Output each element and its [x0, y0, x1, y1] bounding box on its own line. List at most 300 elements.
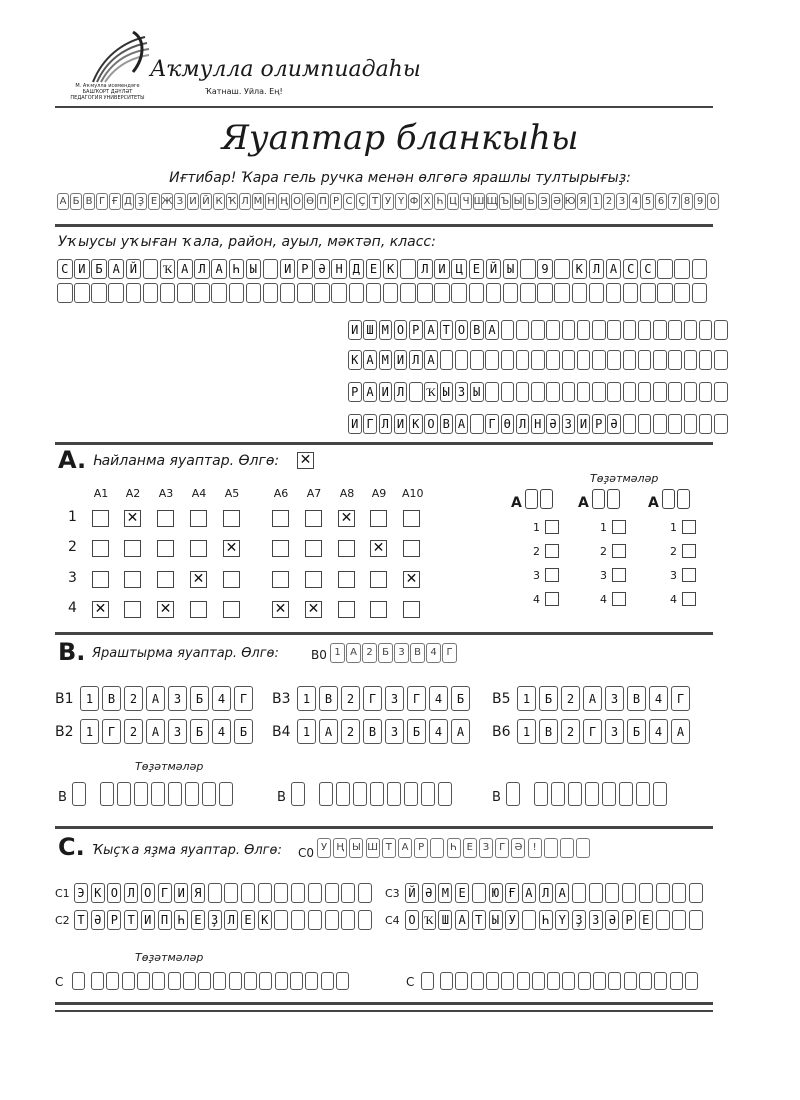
field-char-cell[interactable]	[638, 382, 652, 402]
section-a-answer-checkbox[interactable]	[305, 540, 322, 557]
section-a-correction-checkbox[interactable]	[682, 544, 696, 558]
school-char-cell[interactable]: Р	[297, 259, 313, 279]
section-b-correction-cell[interactable]	[185, 782, 199, 806]
school-char-cell[interactable]: Л	[417, 259, 433, 279]
section-c-answer-cell[interactable]	[241, 883, 255, 903]
section-b-answer-cell[interactable]: 2	[124, 686, 143, 711]
alphabet-sample-cell[interactable]: Ь	[525, 193, 537, 210]
section-b-answer-cell[interactable]: Б	[190, 686, 209, 711]
field-char-cell[interactable]: Р	[409, 320, 423, 340]
field-char-cell[interactable]: А	[363, 350, 377, 370]
section-c-answer-cell[interactable]	[341, 910, 355, 930]
section-c-answer-cell[interactable]: Т	[472, 910, 486, 930]
field-char-cell[interactable]: Р	[592, 414, 606, 434]
school-char-cell[interactable]	[160, 283, 176, 303]
section-b-answer-cell[interactable]: 4	[212, 719, 231, 744]
section-c-answer-cell[interactable]: Е	[191, 910, 205, 930]
section-a-correction-checkbox[interactable]	[545, 520, 559, 534]
section-a-answer-checkbox[interactable]	[305, 510, 322, 527]
alphabet-sample-cell[interactable]: А	[57, 193, 69, 210]
section-c-sample-cell[interactable]: !	[528, 838, 542, 858]
section-b-correction-cell[interactable]	[551, 782, 565, 806]
section-c-answer-cell[interactable]: Л	[224, 910, 238, 930]
field-char-cell[interactable]	[531, 350, 545, 370]
alphabet-sample-cell[interactable]: К	[213, 193, 225, 210]
school-char-cell[interactable]	[246, 283, 262, 303]
field-char-cell[interactable]	[699, 320, 713, 340]
section-c-correction-cell[interactable]	[593, 972, 606, 990]
school-char-cell[interactable]: К	[383, 259, 399, 279]
section-c-correction-cell[interactable]	[72, 972, 85, 990]
school-char-cell[interactable]: Е	[469, 259, 485, 279]
alphabet-sample-cell[interactable]: Й	[200, 193, 212, 210]
section-b-correction-cell[interactable]	[619, 782, 633, 806]
section-c-answer-cell[interactable]: Ә	[605, 910, 619, 930]
section-c-answer-cell[interactable]	[291, 910, 305, 930]
section-c-sample-cell[interactable]	[576, 838, 590, 858]
school-char-cell[interactable]: С	[640, 259, 656, 279]
section-c-answer-cell[interactable]: К	[91, 883, 105, 903]
section-b-answer-cell[interactable]: 4	[649, 686, 668, 711]
field-char-cell[interactable]	[592, 382, 606, 402]
section-c-answer-cell[interactable]: Р	[107, 910, 121, 930]
school-char-cell[interactable]	[692, 259, 708, 279]
school-char-cell[interactable]: Н	[331, 259, 347, 279]
section-a-answer-checkbox[interactable]	[305, 571, 322, 588]
field-char-cell[interactable]	[516, 382, 530, 402]
alphabet-sample-cell[interactable]: Ц	[447, 193, 459, 210]
school-char-cell[interactable]	[520, 283, 536, 303]
section-c-answer-cell[interactable]: У	[505, 910, 519, 930]
section-a-answer-checkbox[interactable]	[157, 571, 174, 588]
school-char-cell[interactable]: А	[606, 259, 622, 279]
field-char-cell[interactable]	[653, 350, 667, 370]
section-a-answer-checkbox[interactable]	[124, 540, 141, 557]
section-b-correction-cell[interactable]	[421, 782, 435, 806]
section-a-answer-checkbox[interactable]	[338, 571, 355, 588]
school-char-cell[interactable]	[91, 283, 107, 303]
school-char-cell[interactable]: А	[177, 259, 193, 279]
section-c-correction-cell[interactable]	[106, 972, 119, 990]
field-char-cell[interactable]: Р	[348, 382, 362, 402]
section-c-correction-cell[interactable]	[639, 972, 652, 990]
section-c-answer-cell[interactable]: М	[438, 883, 452, 903]
school-char-cell[interactable]: Б	[91, 259, 107, 279]
field-char-cell[interactable]	[684, 382, 698, 402]
section-b-sample-cell[interactable]: 3	[394, 643, 409, 663]
section-c-sample-cell[interactable]: А	[398, 838, 412, 858]
section-a-answer-checkbox[interactable]	[272, 540, 289, 557]
section-b-answer-cell[interactable]: 4	[429, 719, 448, 744]
school-char-cell[interactable]	[417, 283, 433, 303]
field-char-cell[interactable]	[638, 350, 652, 370]
alphabet-sample-cell[interactable]: Ө	[304, 193, 316, 210]
section-c-sample-cell[interactable]: Е	[463, 838, 477, 858]
school-char-cell[interactable]: Ә	[314, 259, 330, 279]
section-b-answer-cell[interactable]: Г	[363, 686, 382, 711]
section-b-answer-cell[interactable]: 4	[429, 686, 448, 711]
section-c-answer-cell[interactable]	[672, 910, 686, 930]
alphabet-sample-cell[interactable]: Р	[330, 193, 342, 210]
section-b-answer-cell[interactable]: 1	[517, 686, 536, 711]
alphabet-sample-cell[interactable]: Ъ	[499, 193, 511, 210]
field-char-cell[interactable]	[623, 350, 637, 370]
field-char-cell[interactable]	[546, 350, 560, 370]
alphabet-sample-cell[interactable]: Е	[148, 193, 160, 210]
section-b-answer-cell[interactable]: 2	[124, 719, 143, 744]
section-c-answer-cell[interactable]	[325, 883, 339, 903]
field-char-cell[interactable]: О	[424, 414, 438, 434]
section-a-answer-checkbox[interactable]	[157, 510, 174, 527]
section-a-answer-checkbox[interactable]	[92, 571, 109, 588]
section-c-answer-cell[interactable]: Ә	[91, 910, 105, 930]
field-char-cell[interactable]: И	[577, 414, 591, 434]
section-a-answer-checkbox[interactable]	[272, 510, 289, 527]
field-char-cell[interactable]	[562, 320, 576, 340]
section-c-sample-cell[interactable]: Т	[382, 838, 396, 858]
section-a-answer-checkbox[interactable]	[157, 540, 174, 557]
section-c-correction-cell[interactable]	[532, 972, 545, 990]
section-b-answer-cell[interactable]: Б	[234, 719, 253, 744]
school-char-cell[interactable]	[554, 259, 570, 279]
section-a-answer-checkbox[interactable]	[190, 510, 207, 527]
alphabet-sample-cell[interactable]: Ү	[395, 193, 407, 210]
section-b-answer-cell[interactable]: Г	[234, 686, 253, 711]
section-b-correction-cell[interactable]	[387, 782, 401, 806]
field-char-cell[interactable]	[714, 414, 728, 434]
school-char-cell[interactable]: И	[74, 259, 90, 279]
school-char-cell[interactable]: С	[623, 259, 639, 279]
section-c-sample-cell[interactable]	[430, 838, 444, 858]
section-c-sample-cell[interactable]	[560, 838, 574, 858]
field-char-cell[interactable]: И	[348, 414, 362, 434]
section-b-correction-cell[interactable]	[134, 782, 148, 806]
section-b-sample-cell[interactable]: 2	[362, 643, 377, 663]
alphabet-sample-cell[interactable]: Ҡ	[226, 193, 238, 210]
field-char-cell[interactable]: Ө	[501, 414, 515, 434]
field-char-cell[interactable]: И	[394, 350, 408, 370]
section-c-correction-cell[interactable]	[336, 972, 349, 990]
section-b-correction-cell[interactable]	[319, 782, 333, 806]
section-b-sample-cell[interactable]: Б	[378, 643, 393, 663]
alphabet-sample-cell[interactable]: Ф	[408, 193, 420, 210]
field-char-cell[interactable]: Ә	[546, 414, 560, 434]
field-char-cell[interactable]: Л	[409, 350, 423, 370]
school-char-cell[interactable]	[572, 283, 588, 303]
section-c-answer-cell[interactable]	[308, 883, 322, 903]
section-b-answer-cell[interactable]: 3	[385, 686, 404, 711]
section-c-correction-cell[interactable]	[440, 972, 453, 990]
section-a-answer-checkbox[interactable]	[223, 571, 240, 588]
alphabet-sample-cell[interactable]: Л	[239, 193, 251, 210]
field-char-cell[interactable]: Г	[363, 414, 377, 434]
field-char-cell[interactable]: Н	[531, 414, 545, 434]
field-char-cell[interactable]	[501, 382, 515, 402]
section-b-answer-cell[interactable]: А	[319, 719, 338, 744]
school-char-cell[interactable]: Һ	[229, 259, 245, 279]
alphabet-sample-cell[interactable]: О	[291, 193, 303, 210]
field-char-cell[interactable]: И	[379, 382, 393, 402]
section-b-answer-cell[interactable]: 3	[605, 686, 624, 711]
section-c-answer-cell[interactable]: Т	[74, 910, 88, 930]
school-char-cell[interactable]	[177, 283, 193, 303]
field-char-cell[interactable]: К	[348, 350, 362, 370]
section-a-answer-checkbox[interactable]	[403, 510, 420, 527]
section-b-correction-cell[interactable]	[602, 782, 616, 806]
section-b-answer-cell[interactable]: 4	[649, 719, 668, 744]
school-char-cell[interactable]	[74, 283, 90, 303]
section-b-answer-cell[interactable]: 1	[80, 719, 99, 744]
section-c-answer-cell[interactable]: Ҙ	[208, 910, 222, 930]
section-c-answer-cell[interactable]	[689, 883, 703, 903]
section-b-correction-cell[interactable]	[353, 782, 367, 806]
section-a-answer-checkbox[interactable]: ✕	[272, 601, 289, 618]
alphabet-sample-cell[interactable]: Н	[265, 193, 277, 210]
section-c-answer-cell[interactable]	[472, 883, 486, 903]
section-b-answer-cell[interactable]: Г	[583, 719, 602, 744]
alphabet-sample-cell[interactable]: Г	[96, 193, 108, 210]
section-b-correction-cell[interactable]	[168, 782, 182, 806]
section-c-correction-cell[interactable]	[122, 972, 135, 990]
school-char-cell[interactable]	[297, 283, 313, 303]
section-c-answer-cell[interactable]	[639, 883, 653, 903]
section-b-answer-cell[interactable]: 1	[80, 686, 99, 711]
alphabet-sample-cell[interactable]: Ң	[278, 193, 290, 210]
section-b-answer-cell[interactable]: Г	[407, 686, 426, 711]
school-char-cell[interactable]: И	[280, 259, 296, 279]
section-c-answer-cell[interactable]	[358, 910, 372, 930]
alphabet-sample-cell[interactable]: 1	[590, 193, 602, 210]
section-b-answer-cell[interactable]: В	[627, 686, 646, 711]
section-c-sample-cell[interactable]: Г	[495, 838, 509, 858]
school-char-cell[interactable]: К	[572, 259, 588, 279]
section-c-answer-cell[interactable]: Л	[124, 883, 138, 903]
section-b-answer-cell[interactable]: Б	[539, 686, 558, 711]
field-char-cell[interactable]	[546, 320, 560, 340]
section-c-answer-cell[interactable]	[224, 883, 238, 903]
section-c-correction-cell[interactable]	[259, 972, 272, 990]
alphabet-sample-cell[interactable]: П	[317, 193, 329, 210]
school-char-cell[interactable]	[108, 283, 124, 303]
section-a-correction-checkbox[interactable]	[612, 544, 626, 558]
section-b-correction-cell[interactable]	[219, 782, 233, 806]
section-b-answer-cell[interactable]: А	[146, 719, 165, 744]
section-c-answer-cell[interactable]	[589, 883, 603, 903]
section-c-answer-cell[interactable]: Ә	[422, 883, 436, 903]
section-a-answer-checkbox[interactable]	[124, 571, 141, 588]
section-b-answer-cell[interactable]: 3	[168, 686, 187, 711]
field-char-cell[interactable]: В	[440, 414, 454, 434]
alphabet-sample-cell[interactable]: Ч	[460, 193, 472, 210]
section-b-answer-cell[interactable]: А	[671, 719, 690, 744]
field-char-cell[interactable]	[653, 382, 667, 402]
section-a-correction-checkbox[interactable]	[682, 520, 696, 534]
field-char-cell[interactable]	[653, 414, 667, 434]
school-char-cell[interactable]	[331, 283, 347, 303]
field-char-cell[interactable]	[607, 382, 621, 402]
section-b-answer-cell[interactable]: Г	[671, 686, 690, 711]
school-char-cell[interactable]	[537, 283, 553, 303]
field-char-cell[interactable]: А	[455, 414, 469, 434]
section-c-correction-cell[interactable]	[198, 972, 211, 990]
section-c-answer-cell[interactable]: О	[405, 910, 419, 930]
school-char-cell[interactable]: Д	[349, 259, 365, 279]
section-b-correction-cell[interactable]	[370, 782, 384, 806]
field-char-cell[interactable]	[668, 350, 682, 370]
section-c-correction-cell[interactable]	[290, 972, 303, 990]
school-char-cell[interactable]	[674, 283, 690, 303]
school-char-cell[interactable]: Ц	[451, 259, 467, 279]
school-char-cell[interactable]	[623, 283, 639, 303]
section-b-answer-cell[interactable]: 3	[168, 719, 187, 744]
section-b-correction-cell[interactable]	[72, 782, 86, 806]
section-c-answer-cell[interactable]: Е	[639, 910, 653, 930]
field-char-cell[interactable]	[546, 382, 560, 402]
section-a-correction-checkbox[interactable]	[682, 592, 696, 606]
section-c-answer-cell[interactable]: Р	[622, 910, 636, 930]
section-c-sample-cell[interactable]: Һ	[447, 838, 461, 858]
field-char-cell[interactable]	[668, 320, 682, 340]
section-c-answer-cell[interactable]: О	[141, 883, 155, 903]
field-char-cell[interactable]: З	[562, 414, 576, 434]
section-b-answer-cell[interactable]: А	[146, 686, 165, 711]
section-c-correction-cell[interactable]	[168, 972, 181, 990]
section-c-answer-cell[interactable]: О	[107, 883, 121, 903]
section-c-sample-cell[interactable]: Ң	[333, 838, 347, 858]
field-char-cell[interactable]: О	[394, 320, 408, 340]
section-b-sample-cell[interactable]: В	[410, 643, 425, 663]
section-c-answer-cell[interactable]: Һ	[539, 910, 553, 930]
section-b-answer-cell[interactable]: А	[451, 719, 470, 744]
alphabet-sample-cell[interactable]: Ҫ	[356, 193, 368, 210]
field-char-cell[interactable]: И	[394, 414, 408, 434]
section-b-answer-cell[interactable]: А	[583, 686, 602, 711]
section-b-correction-cell[interactable]	[202, 782, 216, 806]
alphabet-sample-cell[interactable]: В	[83, 193, 95, 210]
section-c-correction-cell[interactable]	[244, 972, 257, 990]
alphabet-sample-cell[interactable]: М	[252, 193, 264, 210]
section-c-answer-cell[interactable]	[274, 910, 288, 930]
alphabet-sample-cell[interactable]: 4	[629, 193, 641, 210]
section-a-correction-digit-cell[interactable]	[662, 489, 675, 509]
field-char-cell[interactable]: О	[455, 320, 469, 340]
section-b-answer-cell[interactable]: 2	[341, 686, 360, 711]
section-b-answer-cell[interactable]: Б	[190, 719, 209, 744]
section-c-sample-cell[interactable]: Р	[414, 838, 428, 858]
school-char-cell[interactable]: С	[57, 259, 73, 279]
section-c-correction-cell[interactable]	[152, 972, 165, 990]
field-char-cell[interactable]: М	[379, 320, 393, 340]
section-c-answer-cell[interactable]	[605, 883, 619, 903]
school-char-cell[interactable]	[606, 283, 622, 303]
field-char-cell[interactable]: Т	[440, 320, 454, 340]
field-char-cell[interactable]	[577, 320, 591, 340]
section-b-answer-cell[interactable]: 3	[385, 719, 404, 744]
section-a-correction-digit-cell[interactable]	[677, 489, 690, 509]
school-char-cell[interactable]: Й	[486, 259, 502, 279]
section-b-answer-cell[interactable]: 1	[297, 719, 316, 744]
section-a-answer-checkbox[interactable]	[370, 510, 387, 527]
field-char-cell[interactable]: Ә	[607, 414, 621, 434]
section-c-answer-cell[interactable]: П	[158, 910, 172, 930]
section-c-answer-cell[interactable]	[258, 883, 272, 903]
field-char-cell[interactable]	[668, 382, 682, 402]
section-a-correction-digit-cell[interactable]	[592, 489, 605, 509]
section-c-correction-cell[interactable]	[578, 972, 591, 990]
section-c-sample-cell[interactable]: У	[317, 838, 331, 858]
section-a-answer-checkbox[interactable]: ✕	[223, 540, 240, 557]
field-char-cell[interactable]	[699, 382, 713, 402]
section-a-answer-checkbox[interactable]	[124, 601, 141, 618]
school-char-cell[interactable]	[589, 283, 605, 303]
section-a-correction-digit-cell[interactable]	[607, 489, 620, 509]
section-c-sample-cell[interactable]: Ә	[511, 838, 525, 858]
section-a-correction-checkbox[interactable]	[545, 544, 559, 558]
school-char-cell[interactable]	[520, 259, 536, 279]
school-char-cell[interactable]	[263, 283, 279, 303]
school-char-cell[interactable]	[349, 283, 365, 303]
section-c-answer-cell[interactable]: Ы	[489, 910, 503, 930]
section-c-answer-cell[interactable]: З	[589, 910, 603, 930]
section-c-answer-cell[interactable]: А	[555, 883, 569, 903]
section-c-correction-cell[interactable]	[91, 972, 104, 990]
alphabet-sample-cell[interactable]: 6	[655, 193, 667, 210]
section-a-correction-checkbox[interactable]	[612, 592, 626, 606]
field-char-cell[interactable]: М	[379, 350, 393, 370]
section-c-answer-cell[interactable]	[291, 883, 305, 903]
school-char-cell[interactable]	[469, 283, 485, 303]
section-a-correction-checkbox[interactable]	[545, 568, 559, 582]
field-char-cell[interactable]	[638, 414, 652, 434]
school-char-cell[interactable]	[554, 283, 570, 303]
section-c-answer-cell[interactable]	[689, 910, 703, 930]
school-char-cell[interactable]: Е	[366, 259, 382, 279]
alphabet-sample-cell[interactable]: Щ	[486, 193, 498, 210]
alphabet-sample-cell[interactable]: Б	[70, 193, 82, 210]
alphabet-sample-cell[interactable]: 9	[694, 193, 706, 210]
alphabet-sample-cell[interactable]: Ю	[564, 193, 576, 210]
section-a-correction-checkbox[interactable]	[612, 568, 626, 582]
alphabet-sample-cell[interactable]: З	[174, 193, 186, 210]
section-b-correction-cell[interactable]	[438, 782, 452, 806]
section-c-answer-cell[interactable]: Ғ	[505, 883, 519, 903]
field-char-cell[interactable]	[409, 382, 423, 402]
section-c-answer-cell[interactable]: Т	[124, 910, 138, 930]
section-c-answer-cell[interactable]: Ю	[489, 883, 503, 903]
school-char-cell[interactable]: Л	[194, 259, 210, 279]
section-a-answer-checkbox[interactable]: ✕	[338, 510, 355, 527]
school-char-cell[interactable]	[503, 283, 519, 303]
section-c-answer-cell[interactable]: Ҙ	[572, 910, 586, 930]
section-b-answer-cell[interactable]: 2	[561, 719, 580, 744]
section-c-sample-cell[interactable]	[544, 838, 558, 858]
section-a-answer-checkbox[interactable]	[370, 571, 387, 588]
section-b-correction-cell[interactable]	[151, 782, 165, 806]
field-char-cell[interactable]	[699, 350, 713, 370]
school-char-cell[interactable]	[692, 283, 708, 303]
section-c-correction-cell[interactable]	[486, 972, 499, 990]
school-char-cell[interactable]	[400, 283, 416, 303]
field-char-cell[interactable]: Л	[394, 382, 408, 402]
school-char-cell[interactable]: 9	[537, 259, 553, 279]
field-char-cell[interactable]	[714, 320, 728, 340]
alphabet-sample-cell[interactable]: Я	[577, 193, 589, 210]
field-char-cell[interactable]: В	[470, 320, 484, 340]
school-char-cell[interactable]	[657, 283, 673, 303]
section-c-answer-cell[interactable]	[622, 883, 636, 903]
section-c-answer-cell[interactable]: Я	[191, 883, 205, 903]
field-char-cell[interactable]	[562, 350, 576, 370]
